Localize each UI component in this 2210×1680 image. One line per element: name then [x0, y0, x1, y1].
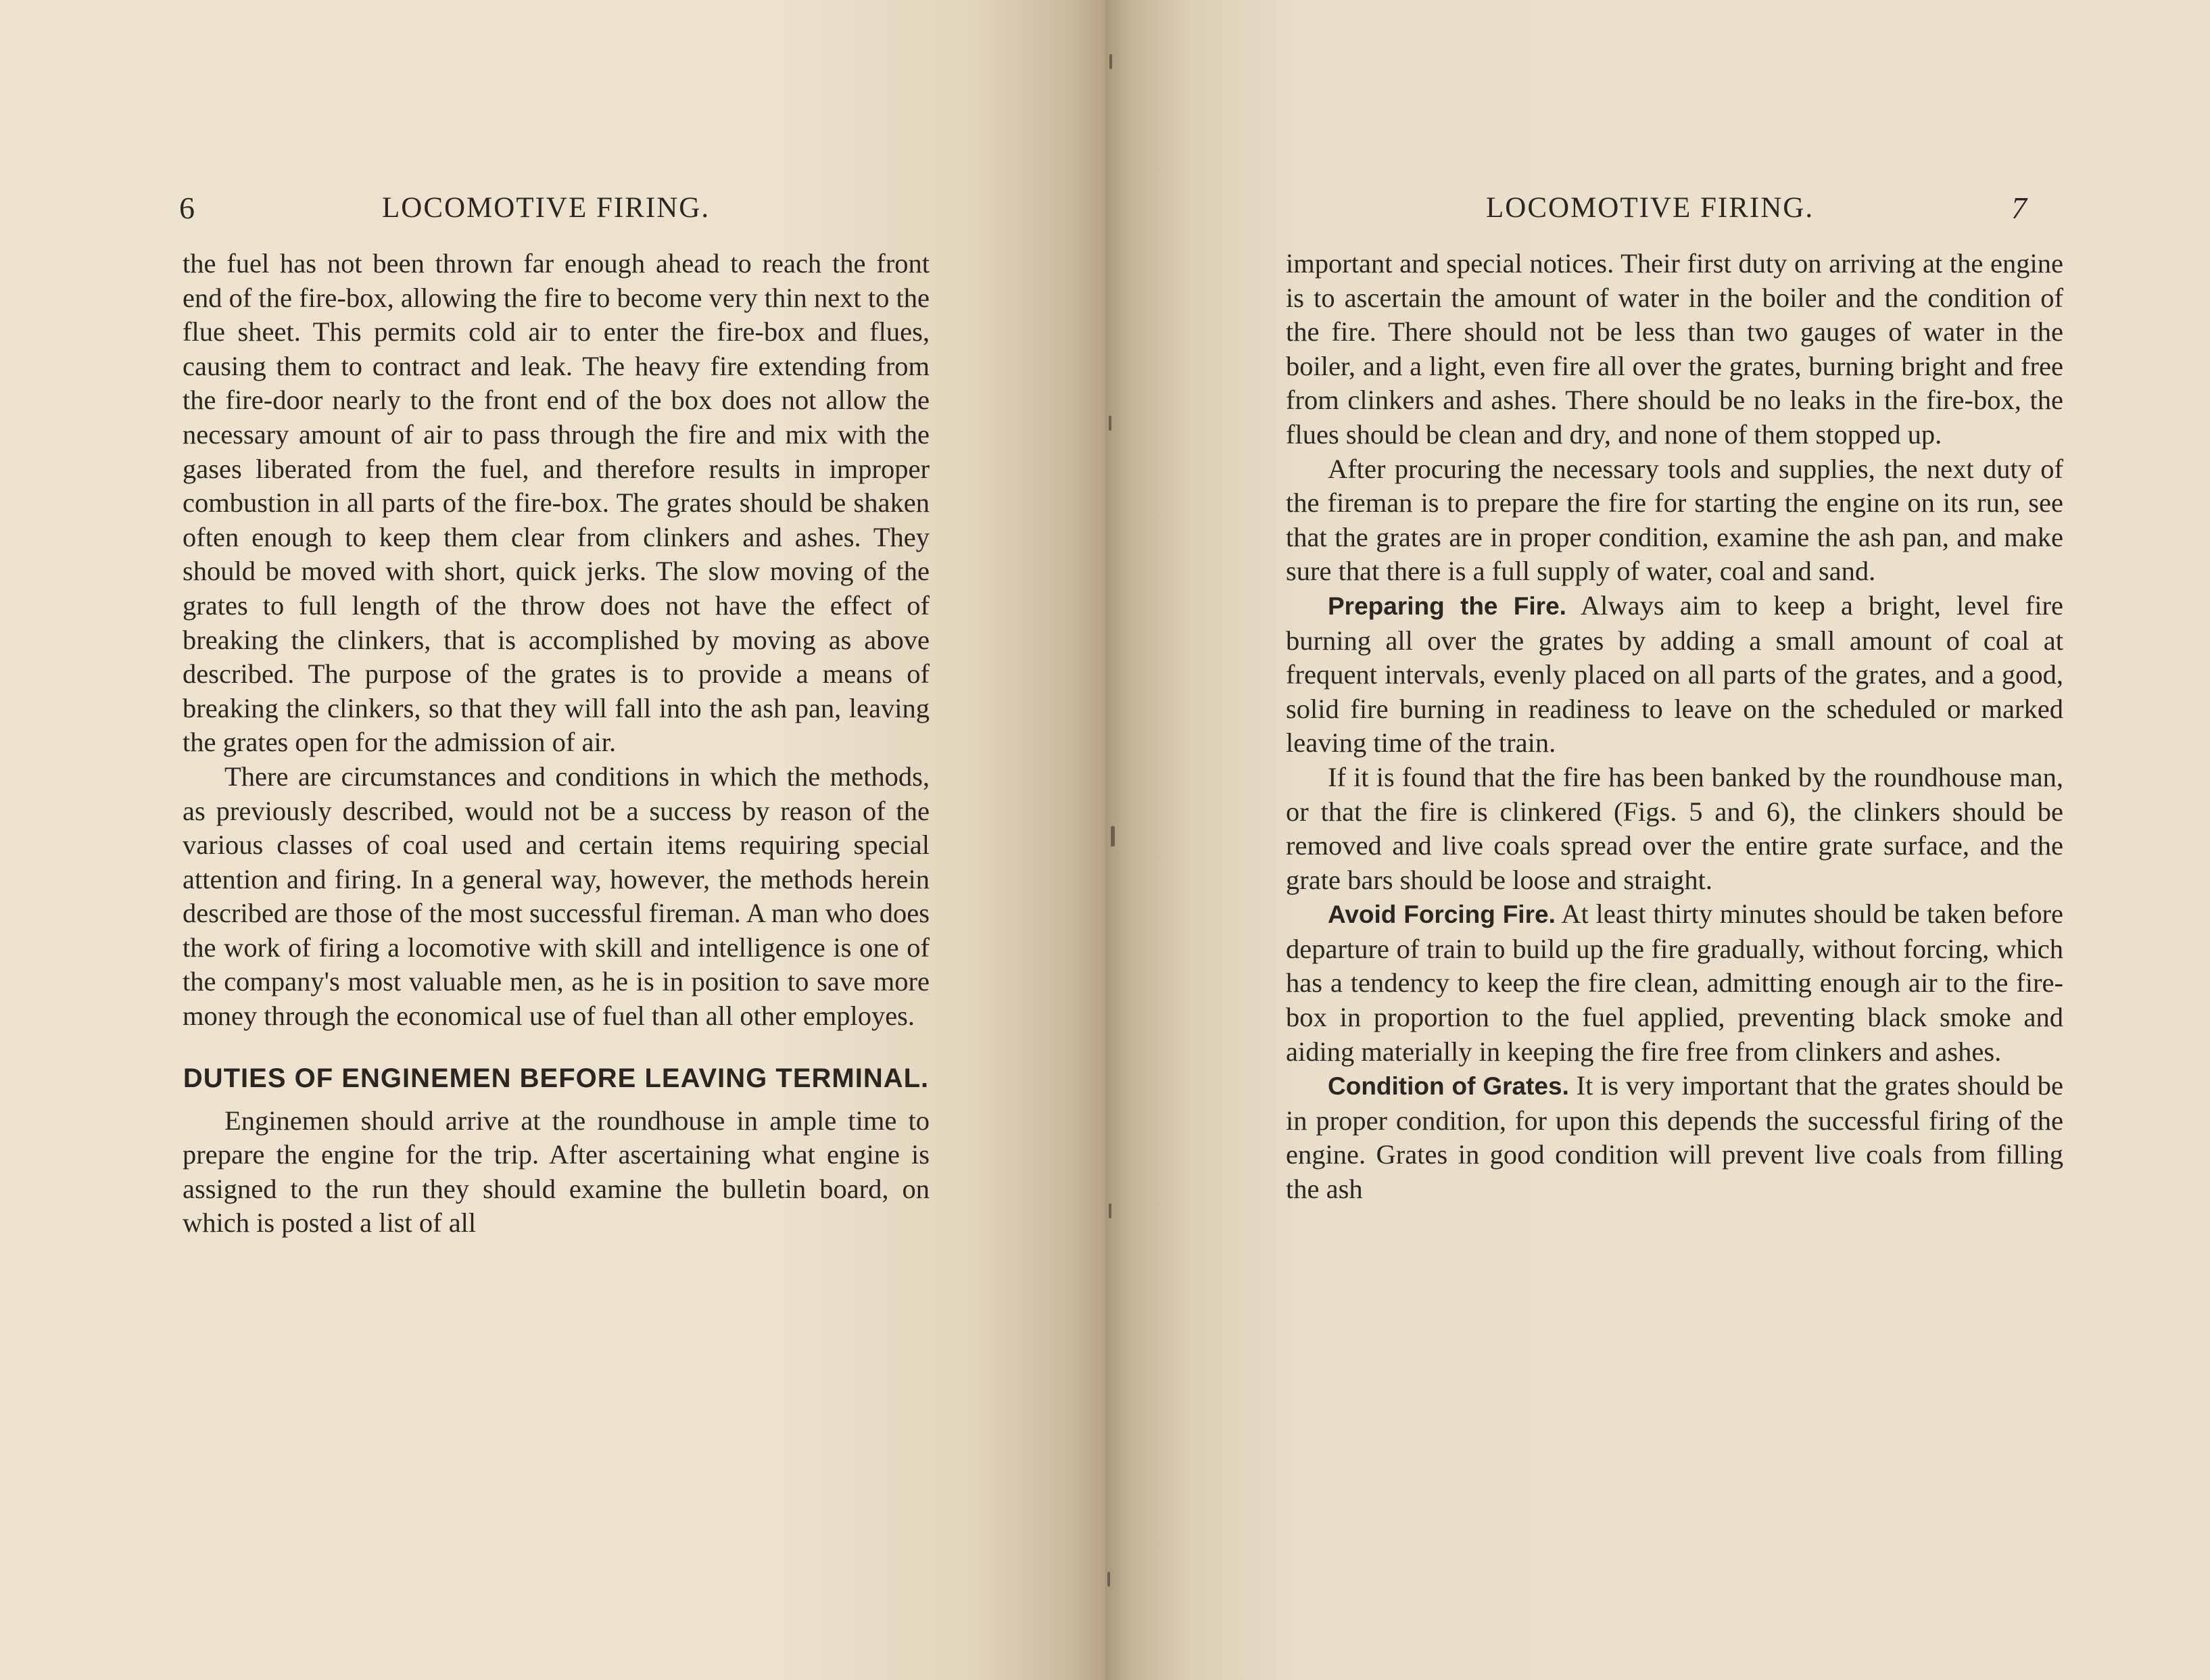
- right-running-title: LOCOMOTIVE FIRING.: [1486, 192, 1815, 224]
- right-page-body: [1286, 247, 2063, 1207]
- paragraph: important and special notices. Their first duty on arriving at the engine is to ascertain the amount of water in the boiler and the condition of the fire. There should not be less than two gauges of water in the boiler, and a light, even fire all over the grates, burning bright and free from clinkers and ashes. There should be no leaks in the fire-box, the flues should be clean and dry, and none of them stopped up.: [1286, 248, 2063, 450]
- left-page-number: 6: [179, 191, 196, 225]
- paragraph-text: At least thirty minutes should be taken before departure of train to build up the fire gradually, without forcing, which has a tendency to keep the fire clean, admitting enough air to the fire-box in proportion to the fuel applied, preventing black smoke and aiding materially in keeping the fire free from clinkers and ashes.: [1286, 898, 2064, 1067]
- binding-thread-mark: [1107, 1572, 1110, 1587]
- left-page-header: [179, 188, 926, 229]
- section-heading: DUTIES OF ENGINEMEN BEFORE LEAVING TERMINAL.: [183, 1063, 930, 1093]
- paragraph: [1286, 589, 2063, 761]
- binding-thread-mark: [1109, 1203, 1111, 1218]
- paragraph: There are circumstances and conditions in which the methods, as previously described, would not be a success by reason of the various classes of coal used and certain items requiring special attention and firing. In a general way, however, the methods herein described are those of the most successful fireman. A man who does the work of firing a locomotive with skill and intelligence is one of the company's most valuable men, as he is in position to save more money through the economical use of fuel than all other employes.: [183, 761, 930, 1032]
- paragraph: If it is found that the fire has been banked by the roundhouse man, or that the fire is clinkered (Figs. 5 and 6), the clinkers should be removed and live coals spread over the entire grate surface, and the grate bars should be loose and straight.: [1286, 761, 2063, 895]
- run-in-heading: Avoid Forcing Fire.: [1328, 901, 1556, 929]
- binding-thread-mark: [1111, 826, 1115, 846]
- left-running-title: LOCOMOTIVE FIRING.: [382, 192, 711, 224]
- right-page-header: [1105, 188, 2210, 229]
- right-page: [1105, 0, 2210, 1680]
- left-page-body: [183, 247, 930, 1241]
- paragraph: [1286, 897, 2063, 1069]
- run-in-heading: Condition of Grates.: [1328, 1072, 1569, 1101]
- paragraph: [1286, 1069, 2063, 1206]
- paragraph: the fuel has not been thrown far enough ahead to reach the front end of the fire-box, allowing the fire to become very thin next to the flue sheet. This permits cold air to enter the fire-box and flues, causing them to contract and leak. The heavy fire extending from the fire-door nearly to the front end of the box does not allow the necessary amount of air to pass through the fire and mix with the gases liberated from the fuel, and therefore results in improper combustion in all parts of the fire-box. The grates should be shaken often enough to keep them clear from clinkers and ashes. They should be moved with short, quick jerks. The slow moving of the grates to full length of the throw does not have the effect of breaking the clinkers, that is accomplished by moving as above described. The purpose of the grates is to provide a means of breaking the clinkers, so that they will fall into the ash pan, leaving the grates open for the admission of air.: [183, 248, 930, 758]
- binding-thread-mark: [1109, 54, 1112, 69]
- binding-thread-mark: [1109, 416, 1111, 431]
- run-in-heading: Preparing the Fire.: [1328, 592, 1566, 620]
- paragraph: After procuring the necessary tools and supplies, the next duty of the fireman is to prepare the fire for starting the engine on its run, see that the grates are in proper condition, examine the ash pan, and make sure that there is a full supply of water, coal and sand.: [1286, 453, 2063, 587]
- right-page-number: 7: [2011, 191, 2028, 225]
- paragraph-text: It is very important that the grates should be in proper condition, for upon this depends the successful firing of the engine. Grates in good condition will prevent live coals from filling the ash: [1286, 1070, 2064, 1205]
- paragraph: Enginemen should arrive at the roundhouse in ample time to prepare the engine for the trip. After ascertaining what engine is assigned to the run they should examine the bulletin board, on which is posted a list of all: [183, 1105, 930, 1239]
- paragraph-text: Always aim to keep a bright, level fire burning all over the grates by adding a small amount of coal at frequent intervals, evenly placed on all parts of the grates, and a good, solid fire burning in readiness to leave on the scheduled or marked leaving time of the train.: [1286, 590, 2064, 759]
